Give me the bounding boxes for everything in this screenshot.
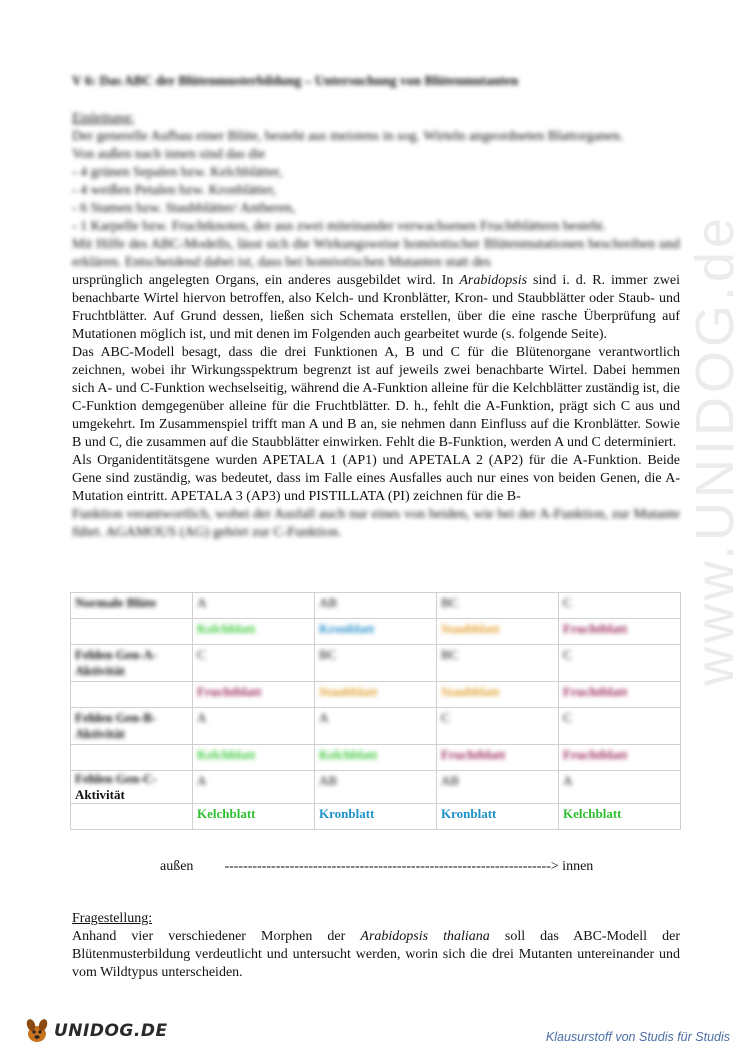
function-cell: C [559, 708, 681, 745]
row-label: Fehlen Gen-C- Aktivität [71, 771, 193, 804]
organ-cell: Staubblatt [437, 619, 559, 645]
function-cell: A [193, 593, 315, 619]
orientation-arrow [160, 858, 640, 876]
intro-blurred-block [72, 110, 680, 272]
organ-cell: Staubblatt [315, 682, 437, 708]
organ-cell: Fruchtblatt [559, 619, 681, 645]
table-row [71, 708, 681, 745]
organ-cell: Fruchtblatt [559, 745, 681, 771]
function-cell: A [315, 708, 437, 745]
organ-cell: Kronblatt [315, 804, 437, 830]
row-label: Normale Blüte [71, 593, 193, 619]
intro-paragraph-3-blurred: Funktion verantwortlich, wobei der Ausfall auch nur eines von beiden, wie bei der A-Funktion, zur Mutante führt. AGAMOUS (AG) gehört zur C-Funktion. [72, 507, 680, 540]
function-cell: A [193, 708, 315, 745]
page-title: V 6: Das ABC der Blütenmusterbildung – Untersuchung von Blütenmutanten [72, 73, 519, 88]
intro-item: - 1 Karpelle bzw. Fruchtknoten, der aus zwei miteinander verwachsenen Fruchtblättern besteht. [72, 219, 607, 234]
function-cell: BC [437, 593, 559, 619]
organ-cell: Fruchtblatt [559, 682, 681, 708]
organ-cell: Fruchtblatt [437, 745, 559, 771]
organ-cell: Kelchblatt [559, 804, 681, 830]
empty-cell [71, 682, 193, 708]
intro-paragraph-2: Das ABC-Modell besagt, dass die drei Funktionen A, B und C für die Blütenorgane verantwortlich zeichnen, wobei ihr Wirkungsspektrum begrenzt ist auf jeweils zwei benachbarte Wirtel. Dabei hemmen sich A- und C-Funktion wechselseitig, während die A-Funktion alleine für die Kelchblätter zuständig ist, die C-Funktion demgegenüber alleine für die Fruchtblätter. D. h., fehlt die A-Funktion, prägt sich C aus und umgekehrt. Im Zusammenspiel trifft man A und B an, sie nehmen dann Einfluss auf die Kronblätter. Sowie B und C, die zusammen auf die Staubblätter einwirken. Fehlt die B-Funktion, werden A und C determiniert. [72, 345, 680, 450]
function-cell: C [559, 593, 681, 619]
logo-text: UNIDOG.DE [54, 1021, 168, 1041]
footer-slogan: Klausurstoff von Studis für Studis [545, 1030, 730, 1044]
empty-cell [71, 745, 193, 771]
empty-cell [71, 804, 193, 830]
intro-blurred-paragraph: Mit Hilfe des ABC-Modells, lässt sich die Wirkungsweise homöotischer Blütenmutationen beschreiben und erklären. Entscheidend dabei ist, dass bei homöotischen Mutanten statt des [72, 237, 680, 270]
table-row [71, 645, 681, 682]
intro-lead-1: Der generelle Aufbau einer Blüte, besteht aus meistens in sog. Wirteln angeordneten Blattorganen. [72, 129, 624, 144]
abc-model-table [70, 592, 681, 830]
function-cell: A [193, 771, 315, 804]
arrow-to-inner: ----------------------------------------------------------------------> innen [224, 859, 594, 874]
organ-cell: Kelchblatt [193, 804, 315, 830]
table-row [71, 682, 681, 708]
function-cell: A [559, 771, 681, 804]
intro-item: - 4 grünen Sepalen bzw. Kelchblätter, [72, 165, 283, 180]
organ-cell: Kronblatt [315, 619, 437, 645]
organ-cell: Staubblatt [437, 682, 559, 708]
question-text: Anhand vier verschiedener Morphen der Arabidopsis thaliana soll das ABC-Modell der Blütenmusterbildung verdeutlicht und untersucht werden, worin sich die drei Mutanten untereinander und vom Wildtypus unterscheiden. [72, 929, 680, 980]
watermark: www.UNIDOG.de [685, 213, 745, 687]
outer-label: außen [160, 859, 194, 874]
function-cell: C [559, 645, 681, 682]
organ-cell: Kelchblatt [193, 619, 315, 645]
document-body [72, 72, 680, 542]
organ-cell: Fruchtblatt [193, 682, 315, 708]
function-cell: AB [315, 593, 437, 619]
table-row [71, 745, 681, 771]
table-row [71, 593, 681, 619]
intro-lead-2: Von außen nach innen sind das die [72, 147, 266, 162]
row-label: Fehlen Gen-B-Aktivität [71, 708, 193, 745]
intro-paragraph-3: Als Organidentitätsgene wurden APETALA 1 (AP1) und APETALA 2 (AP2) für die A-Funktion. Beide Gene sind zuständig, was bedeutet, dass im Falle eines Ausfalles auch nur eines von beiden Genen, die A-Mutation eintritt. APETALA 3 (AP3) und PISTILLATA (PI) zeichnen für die B- [72, 453, 680, 504]
empty-cell [71, 619, 193, 645]
intro-paragraph-1: ursprünglich angelegten Organs, ein anderes ausgebildet wird. In Arabidopsis sind i. d. R. immer zwei benachbarte Wirtel hiervon betroffen, also Kelch- und Kronblätter, Kron- und Staubblätter oder Staub- und Fruchtblätter. Auf Grund dessen, ließen sich Schemata erstellen, über die eine rasche Überprüfung auf Mutationen möglich ist, und mit denen im Folgenden auch gearbeitet wurde (s. folgende Seite). [72, 273, 680, 342]
organ-cell: Kelchblatt [193, 745, 315, 771]
table-row [71, 619, 681, 645]
function-cell: BC [315, 645, 437, 682]
function-cell: C [193, 645, 315, 682]
unidog-logo[interactable] [22, 1016, 168, 1046]
function-cell: AB [437, 771, 559, 804]
research-question [72, 910, 680, 982]
table-row [71, 804, 681, 830]
function-cell: AB [315, 771, 437, 804]
organ-cell: Kronblatt [437, 804, 559, 830]
intro-item: - 6 Stamen bzw. Staubblätter/ Antheren, [72, 201, 296, 216]
intro-item: - 4 weißen Petalen bzw. Kronblätter, [72, 183, 277, 198]
function-cell: BC [437, 645, 559, 682]
question-heading: Fragestellung: [72, 911, 153, 926]
function-cell: C [437, 708, 559, 745]
table-row [71, 771, 681, 804]
row-label: Fehlen Gen-A-Aktivität [71, 645, 193, 682]
organ-cell: Kelchblatt [315, 745, 437, 771]
dog-icon [22, 1016, 52, 1046]
intro-heading: Einleitung: [72, 111, 135, 126]
